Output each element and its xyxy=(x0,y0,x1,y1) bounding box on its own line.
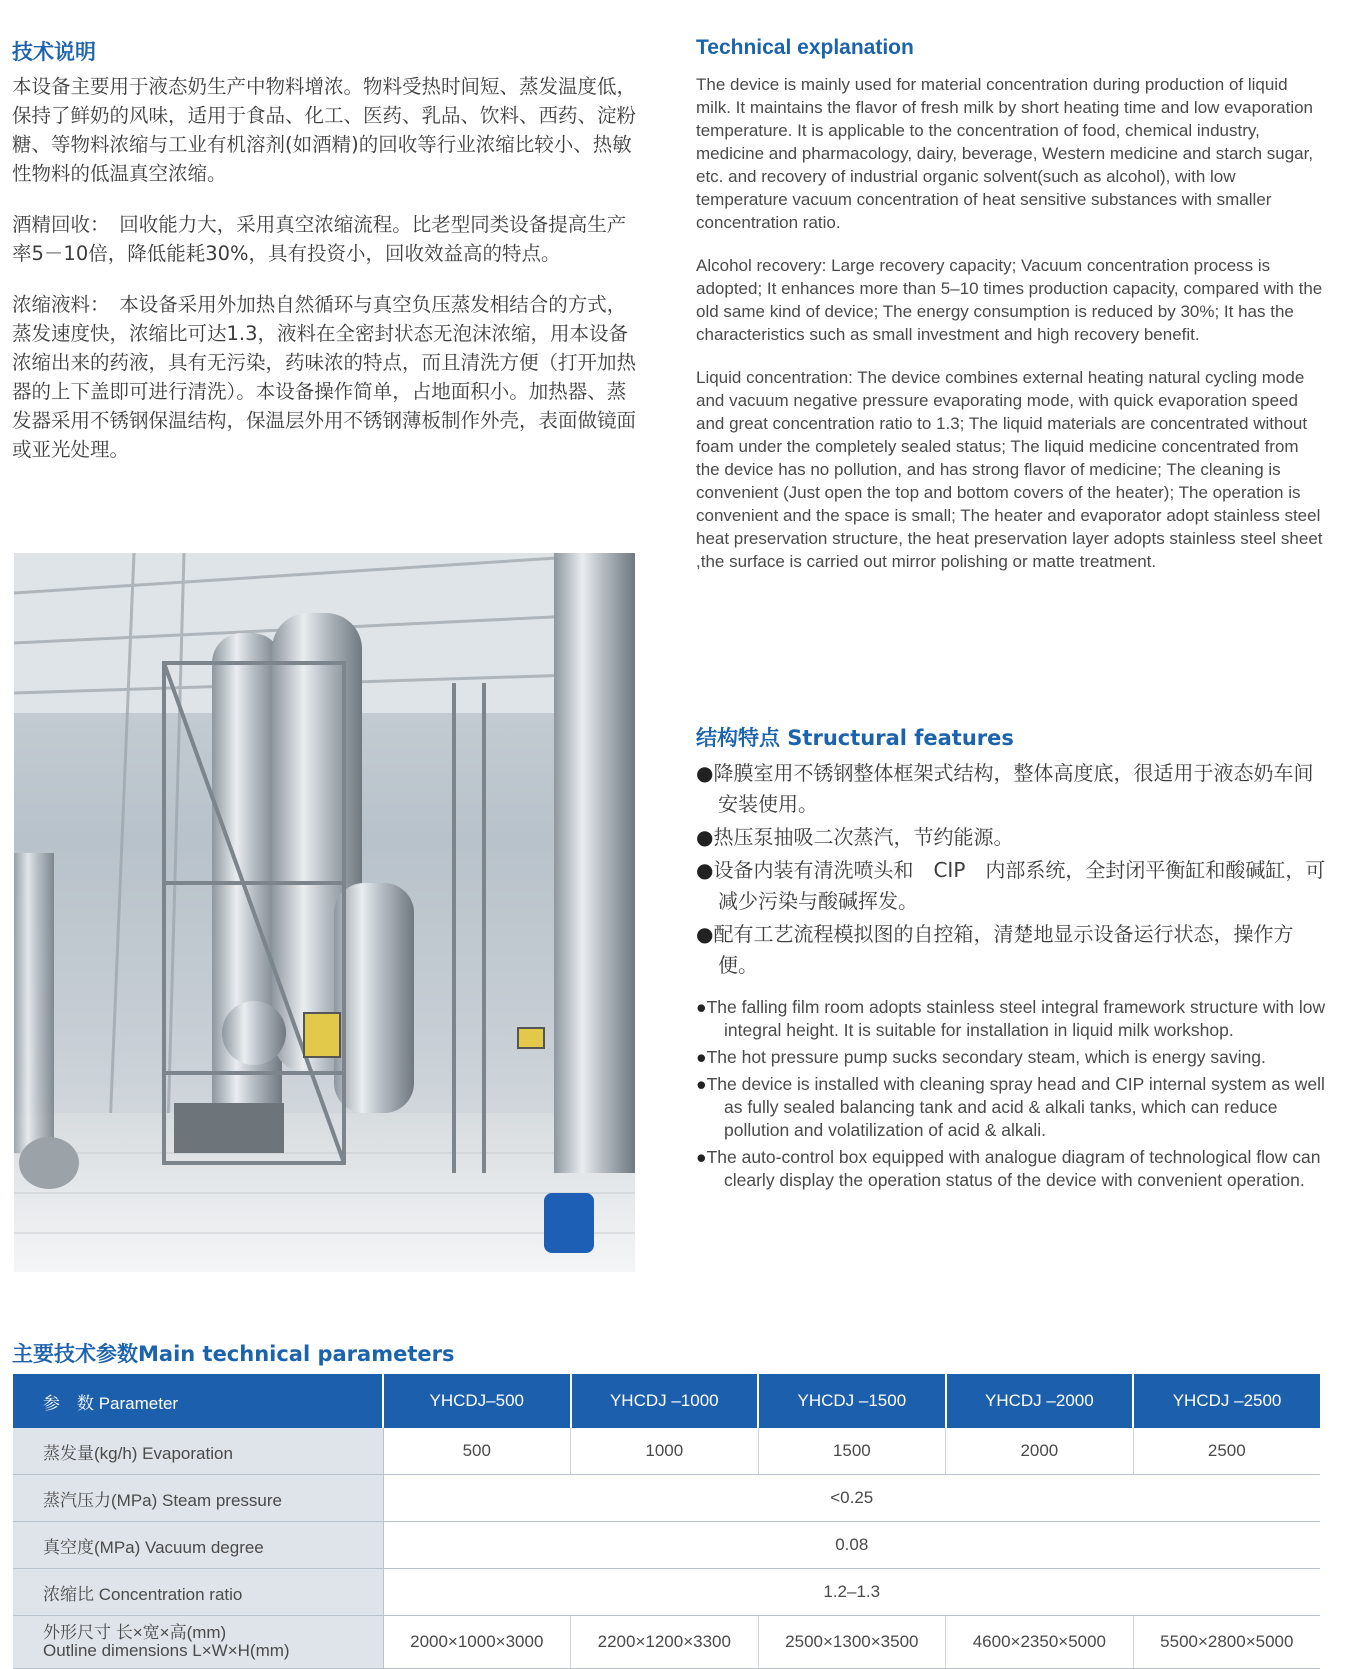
list-item: ●The falling film room adopts stainless steel integral framework structure with low integral height. It is suitable for installation in liquid milk workshop. xyxy=(696,997,1326,1040)
cn-paragraph: 酒精回收： 回收能力大，采用真空浓缩流程。比老型同类设备提高生产率5－10倍，降低能耗30%，具有投资小，回收效益高的特点。 xyxy=(12,213,627,265)
table-cell: 1000 xyxy=(571,1428,759,1475)
features-list-cn xyxy=(696,758,1326,983)
row-label-en: Outline dimensions L×W×H(mm) xyxy=(43,1641,290,1660)
row-label-cn: 外形尺寸 长×宽×高(mm) xyxy=(43,1623,227,1642)
header-cell: YHCDJ–500 xyxy=(383,1374,571,1428)
table-row xyxy=(13,1616,1320,1669)
header-cell: YHCDJ –2500 xyxy=(1133,1374,1320,1428)
bullet-icon: ● xyxy=(696,1074,707,1094)
list-item: ●降膜室用不锈钢整体框架式结构，整体高度底，很适用于液态奶车间安装使用。 xyxy=(696,761,1314,816)
bullet-icon: ● xyxy=(696,922,714,946)
structural-features-title: 结构特点 Structural features xyxy=(696,726,1014,750)
params-title: 主要技术参数Main technical parameters xyxy=(12,1342,455,1366)
bullet-icon: ● xyxy=(696,997,707,1017)
bullet-icon: ● xyxy=(696,858,714,882)
table-cell: 2000 xyxy=(946,1428,1134,1475)
header-cell: 参 数 Parameter xyxy=(13,1374,383,1428)
list-item: ●The device is installed with cleaning spray head and CIP internal system as well as fully sealed balancing tank and acid & alkali tanks, which can reduce pollution and volatilization of acid & alkali. xyxy=(696,1074,1325,1140)
row-label: 蒸汽压力(MPa) Steam pressure xyxy=(13,1475,383,1522)
table-cell: 500 xyxy=(383,1428,571,1475)
params-table xyxy=(13,1374,1320,1669)
row-label: 浓缩比 Concentration ratio xyxy=(13,1569,383,1616)
header-cell: YHCDJ –2000 xyxy=(946,1374,1134,1428)
tech-explanation-title-en: Technical explanation xyxy=(696,36,914,59)
table-cell: <0.25 xyxy=(383,1475,1320,1522)
table-row xyxy=(13,1522,1320,1569)
en-paragraph: The device is mainly used for material concentration during production of liquid milk. It maintains the flavor of fresh milk by short heating time and low evaporation temperature. It is applicable to the concentration of food, chemical industry, medicine and pharmacology, dairy, beverage, Western medicine and starch sugar, etc. and recovery of industrial organic solvent(such as alcohol), with low temperature vacuum concentration of heat sensitive substances with smaller concentration ratio. xyxy=(696,75,1314,232)
table-cell: 0.08 xyxy=(383,1522,1320,1569)
list-item: ●热压泵抽吸二次蒸汽，节约能源。 xyxy=(696,825,1014,849)
table-header-row xyxy=(13,1374,1320,1428)
table-cell: 2000×1000×3000 xyxy=(383,1616,571,1669)
bullet-icon: ● xyxy=(696,1047,707,1067)
bullet-icon: ● xyxy=(696,825,714,849)
tech-explanation-en xyxy=(696,73,1326,593)
header-cell: YHCDJ –1500 xyxy=(758,1374,946,1428)
table-cell: 1.2–1.3 xyxy=(383,1569,1320,1616)
en-paragraph: Alcohol recovery: Large recovery capacity; Vacuum concentration process is adopted; It enhances more than 5–10 times production capacity, compared with the old same kind of device; The energy consumption is reduced by 30%; It has the characteristics such as small investment and high recovery benefit. xyxy=(696,256,1323,344)
header-cell: YHCDJ –1000 xyxy=(571,1374,759,1428)
table-cell: 2500×1300×3500 xyxy=(758,1616,946,1669)
table-cell: 1500 xyxy=(758,1428,946,1475)
list-item: ●设备内装有清洗喷头和 CIP 内部系统，全封闭平衡缸和酸碱缸，可减少污染与酸碱挥发。 xyxy=(696,858,1326,913)
row-label xyxy=(13,1616,383,1669)
en-paragraph: Liquid concentration: The device combines external heating natural cycling mode and vacuum negative pressure evaporating mode, with quick evaporation speed and great concentration ratio to 1.3; The liquid materials are concentrated without foam under the completely sealed status; The liquid medicine concentrated from the device has no pollution, and has strong flavor of medicine; The cleaning is convenient (Just open the top and bottom covers of the heater); The operation is convenient and the space is small; The heater and evaporator adopt stainless steel heat preservation structure, the heat preservation layer adopts stainless steel sheet ,the surface is carried out mirror polishing or matte treatment. xyxy=(696,368,1323,571)
cn-paragraph: 本设备主要用于液态奶生产中物料增浓。物料受热时间短、蒸发温度低，保持了鲜奶的风味，适用于食品、化工、医药、乳品、饮料、西药、淀粉糖、等物料浓缩与工业有机溶剂(如酒精)的回收等行业浓缩比较小、热敏性物料的低温真空浓缩。 xyxy=(12,75,637,185)
row-label: 蒸发量(kg/h) Evaporation xyxy=(13,1428,383,1475)
equipment-photo xyxy=(14,553,635,1272)
table-row xyxy=(13,1569,1320,1616)
cn-paragraph: 浓缩液料： 本设备采用外加热自然循环与真空负压蒸发相结合的方式，蒸发速度快，浓缩比可达1.3，液料在全密封状态无泡沫浓缩，用本设备浓缩出来的药液，具有无污染，药味浓的特点，而且清洗方便（打开加热器的上下盖即可进行清洗）。本设备操作简单，占地面积小。加热器、蒸发器采用不锈钢保温结构，保温层外用不锈钢薄板制作外壳，表面做镜面或亚光处理。 xyxy=(12,293,637,461)
evaporator-illustration xyxy=(14,553,635,1272)
tech-explanation-cn xyxy=(12,72,642,486)
list-item: ●The auto-control box equipped with analogue diagram of technological flow can clearly display the operation status of the device with convenient operation. xyxy=(696,1147,1321,1190)
bullet-icon: ● xyxy=(696,1147,707,1167)
list-item: ●配有工艺流程模拟图的自控箱，清楚地显示设备运行状态，操作方便。 xyxy=(696,922,1294,977)
table-cell: 4600×2350×5000 xyxy=(946,1616,1134,1669)
table-row xyxy=(13,1428,1320,1475)
table-cell: 2500 xyxy=(1133,1428,1320,1475)
features-list-en xyxy=(696,996,1326,1196)
table-cell: 5500×2800×5000 xyxy=(1133,1616,1320,1669)
list-item: ●The hot pressure pump sucks secondary steam, which is energy saving. xyxy=(696,1047,1266,1067)
table-cell: 2200×1200×3300 xyxy=(571,1616,759,1669)
tech-explanation-title-cn: 技术说明 xyxy=(12,40,96,64)
bullet-icon: ● xyxy=(696,761,714,785)
table-row xyxy=(13,1475,1320,1522)
row-label: 真空度(MPa) Vacuum degree xyxy=(13,1522,383,1569)
